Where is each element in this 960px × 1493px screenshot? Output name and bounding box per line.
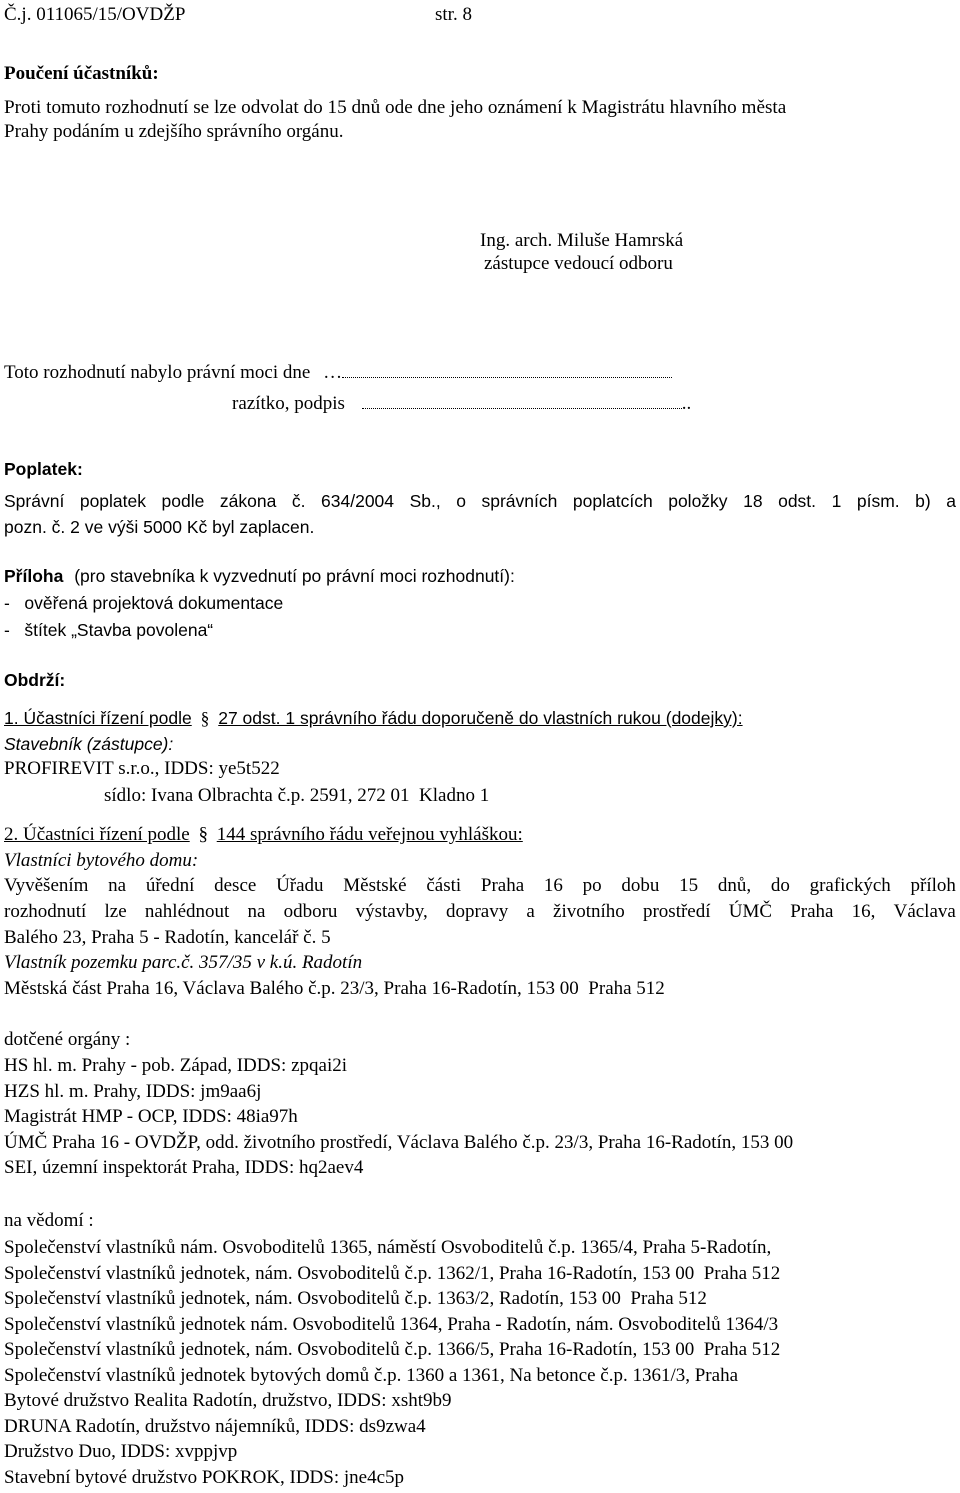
stamp-line <box>232 393 691 415</box>
poplatek-word: 1 <box>831 491 842 511</box>
dotcene-item: SEI, územní inspektorát Praha, IDDS: hq2aev4 <box>4 1157 364 1178</box>
group-2-subheading-2: Vlastník pozemku parc.č. 357/35 v k.ú. Radotín <box>4 952 363 973</box>
group-2-heading <box>4 824 523 846</box>
section-icon: § <box>200 708 210 728</box>
group-2-word: 16, <box>851 901 876 922</box>
poplatek-word: písm. <box>856 491 900 511</box>
group-2-word: úřední <box>145 875 195 896</box>
group-2-word: nahlédnout <box>144 901 230 922</box>
poplatek-word: č. <box>291 491 306 511</box>
group-2-word: lze <box>104 901 127 922</box>
group-2-word: na <box>108 875 127 896</box>
page-number: str. 8 <box>435 4 472 25</box>
reference-number: Č.j. 011065/15/OVDŽP <box>4 4 186 25</box>
na-vedomi-item: Družstvo Duo, IDDS: xvppjvp <box>4 1441 238 1462</box>
poplatek-word: odst. <box>778 491 817 511</box>
group-2-word: po <box>582 875 602 896</box>
signatory-name: Ing. arch. Miluše Hamrská <box>480 230 684 251</box>
group-2-word: a <box>526 901 535 922</box>
pouceni-line-1: Proti tomuto rozhodnutí se lze odvolat do 15 dnů ode dne jeho oznámení k Magistrátu hlavního města <box>4 97 787 118</box>
group-2-word: Městské <box>343 875 407 896</box>
poplatek-word: 18 <box>743 491 763 511</box>
group-1-heading-a: 1. Účastníci řízení podle <box>4 708 192 728</box>
poplatek-line-2: pozn. č. 2 ve výši 5000 Kč byl zaplacen. <box>4 517 315 537</box>
group-2-word: Úřadu <box>276 875 324 896</box>
dotcene-item: HZS hl. m. Prahy, IDDS: jm9aa6j <box>4 1081 262 1102</box>
group-2-word: grafických <box>809 875 891 896</box>
poplatek-word: o <box>456 491 466 511</box>
obdrzi-title: Obdrží: <box>4 670 66 690</box>
group-2-word: Praha <box>790 901 834 922</box>
group-2-word: Praha <box>480 875 525 896</box>
poplatek-word: položky <box>668 491 728 511</box>
group-2-word: Vyvěšením <box>4 875 89 896</box>
priloha-heading <box>4 565 515 587</box>
na-vedomi-item: Bytové družstvo Realita Radotín, družstvo, IDDS: xsht9b9 <box>4 1390 452 1411</box>
group-2-owner: Městská část Praha 16, Václava Balého č.p. 23/3, Praha 16-Radotín, 153 00 Praha 512 <box>4 978 665 999</box>
group-1-heading-b: 27 odst. 1 správního řádu doporučeně do vlastních rukou (dodejky): <box>218 708 743 728</box>
group-1-subheading: Stavebník (zástupce): <box>4 734 174 754</box>
group-2-word: rozhodnutí <box>4 901 87 922</box>
na-vedomi-title: na vědomí : <box>4 1210 94 1231</box>
na-vedomi-item: DRUNA Radotín, družstvo nájemníků, IDDS: ds9zwa4 <box>4 1416 426 1437</box>
priloha-item-1: - ověřená projektová dokumentace <box>4 593 284 613</box>
na-vedomi-item: Společenství vlastníků jednotek bytových domů č.p. 1360 a 1361, Na betonce č.p. 1361/3, Praha <box>4 1365 738 1386</box>
group-2-subheading: Vlastníci bytového domu: <box>4 850 199 871</box>
group-2-word: ÚMČ <box>728 901 773 922</box>
group-2-word: dopravy <box>445 901 509 922</box>
poplatek-title: Poplatek: <box>4 459 83 479</box>
na-vedomi-item: Společenství vlastníků jednotek, nám. Osvoboditelů č.p. 1362/1, Praha 16-Radotín, 153 00 Praha 512 <box>4 1263 781 1284</box>
priloha-item-2: - štítek „Stavba povolena“ <box>4 620 214 640</box>
signatory-role: zástupce vedoucí odboru <box>484 253 673 274</box>
legal-force-date-blank <box>342 377 672 378</box>
poplatek-word: a <box>946 491 956 511</box>
group-2-word: na <box>247 901 266 922</box>
na-vedomi-item: Společenství vlastníků jednotek nám. Osvoboditelů 1364, Praha - Radotín, nám. Osvoboditelů 1364/3 <box>4 1314 779 1335</box>
na-vedomi-item: Společenství vlastníků jednotek, nám. Osvoboditelů č.p. 1366/5, Praha 16-Radotín, 153 00 Praha 512 <box>4 1339 781 1360</box>
group-2-word: životního <box>553 901 625 922</box>
pouceni-title: Poučení účastníků: <box>4 63 159 84</box>
group-2-word: do <box>770 875 790 896</box>
pouceni-line-2: Prahy podáním u zdejšího správního orgánu. <box>4 121 344 142</box>
group-2-word: dobu <box>621 875 660 896</box>
group-1-name: PROFIREVIT s.r.o., IDDS: ye5t522 <box>4 758 280 779</box>
group-2-text-line-1 <box>4 875 956 897</box>
page-header <box>4 4 956 26</box>
poplatek-word: správních <box>481 491 558 511</box>
poplatek-word: 634/2004 <box>321 491 395 511</box>
na-vedomi-item: Stavební bytové družstvo POKROK, IDDS: jne4c5p <box>4 1467 405 1488</box>
poplatek-word: Správní <box>4 491 65 511</box>
group-2-text-line-2 <box>4 901 956 923</box>
group-2-word: 15 <box>679 875 699 896</box>
group-2-word: části <box>426 875 462 896</box>
na-vedomi-item: Společenství vlastníků nám. Osvoboditelů 1365, náměstí Osvoboditelů č.p. 1365/4, Praha 5-Radotín, <box>4 1237 772 1258</box>
group-2-word: odboru <box>283 901 338 922</box>
section-icon: § <box>198 824 208 845</box>
poplatek-line-1 <box>4 490 956 512</box>
group-2-text-line-3: Balého 23, Praha 5 - Radotín, kancelář č. 5 <box>4 927 331 948</box>
poplatek-word: Sb., <box>409 491 441 511</box>
legal-force-dots: … <box>323 362 343 383</box>
stamp-label: razítko, podpis <box>232 393 345 414</box>
group-2-word: desce <box>214 875 257 896</box>
stamp-dots: .. <box>681 393 692 414</box>
poplatek-word: zákona <box>219 491 277 511</box>
group-2-word: prostředí <box>642 901 711 922</box>
priloha-title: Příloha <box>4 566 64 586</box>
group-2-word: Václava <box>893 901 956 922</box>
poplatek-word: b) <box>915 491 931 511</box>
group-2-word: výstavby, <box>355 901 428 922</box>
dotcene-title: dotčené orgány : <box>4 1029 131 1050</box>
poplatek-word: podle <box>161 491 205 511</box>
group-2-heading-a: 2. Účastníci řízení podle <box>4 824 190 845</box>
group-2-heading-b: 144 správního řádu veřejnou vyhláškou: <box>216 824 523 845</box>
dotcene-item: Magistrát HMP - OCP, IDDS: 48ia97h <box>4 1106 298 1127</box>
group-1-heading <box>4 707 743 729</box>
group-2-word: dnů, <box>717 875 752 896</box>
poplatek-word: poplatcích <box>572 491 653 511</box>
dotcene-item: ÚMČ Praha 16 - OVDŽP, odd. životního prostředí, Václava Balého č.p. 23/3, Praha 16-Radotín, 153 00 <box>4 1132 794 1153</box>
legal-force-line <box>4 362 672 384</box>
priloha-intro: (pro stavebníka k vyzvednutí po právní moci rozhodnutí): <box>74 566 515 586</box>
stamp-blank <box>362 408 682 409</box>
group-1-address: sídlo: Ivana Olbrachta č.p. 2591, 272 01 Kladno 1 <box>104 785 490 806</box>
legal-force-label: Toto rozhodnutí nabylo právní moci dne <box>4 362 311 383</box>
poplatek-word: poplatek <box>79 491 147 511</box>
na-vedomi-item: Společenství vlastníků jednotek, nám. Osvoboditelů č.p. 1363/2, Radotín, 153 00 Praha 512 <box>4 1288 707 1309</box>
group-2-word: 16 <box>543 875 563 896</box>
dotcene-item: HS hl. m. Prahy - pob. Západ, IDDS: zpqai2i <box>4 1055 348 1076</box>
group-2-word: příloh <box>910 875 956 896</box>
